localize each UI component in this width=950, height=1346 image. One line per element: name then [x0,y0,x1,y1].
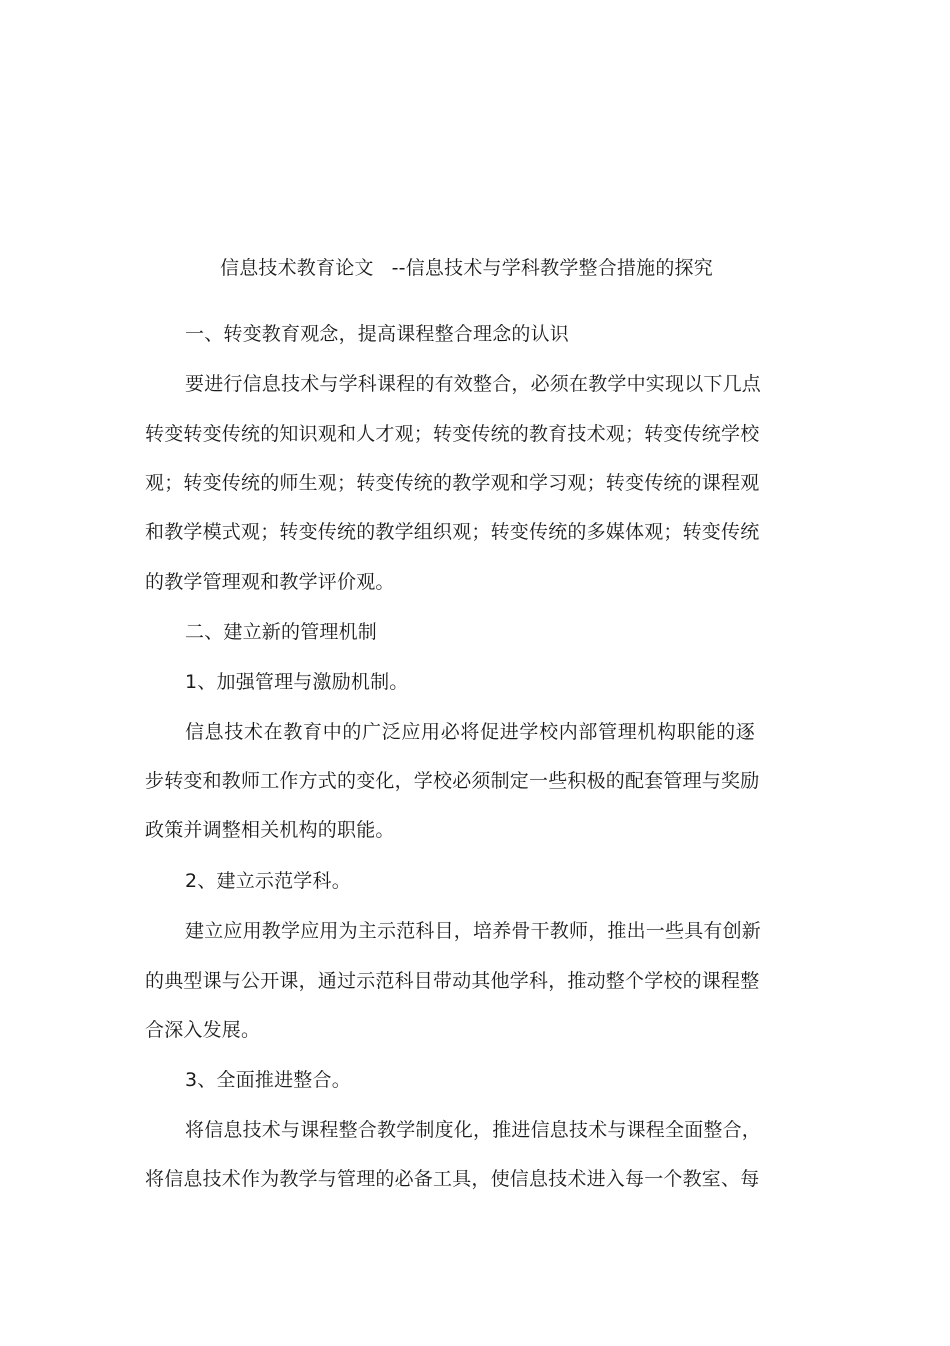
paragraph-line: 合深入发展。 [145,1019,261,1041]
paragraph-line: 要进行信息技术与学科课程的有效整合，必须在教学中实现以下几点 [185,373,762,395]
paragraph-line: 和教学模式观；转变传统的教学组织观；转变传统的多媒体观；转变传统 [145,521,760,543]
paragraph-line: 的典型课与公开课，通过示范科目带动其他学科，推动整个学校的课程整 [145,970,760,992]
paragraph-line: 政策并调整相关机构的职能。 [145,819,395,841]
paragraph-line: 将信息技术与课程整合教学制度化，推进信息技术与课程全面整合， [185,1119,762,1141]
paragraph-line: 建立应用教学应用为主示范科目，培养骨干教师，推出一些具有创新 [185,920,762,942]
section-heading-2: 二、建立新的管理机制 [185,621,378,643]
paragraph-line: 步转变和教师工作方式的变化，学校必须制定一些积极的配套管理与奖励 [145,770,760,792]
title-main: 信息技术教育论文 [220,257,374,279]
subheading-3: 3、全面推进整合。 [185,1069,351,1091]
section-heading-1: 一、转变教育观念，提高课程整合理念的认识 [185,323,570,345]
document-title [220,256,713,280]
subheading-1: 1、加强管理与激励机制。 [185,671,409,693]
paragraph-line: 观；转变传统的师生观；转变传统的教学观和学习观；转变传统的课程观 [145,472,760,494]
paragraph-line: 信息技术在教育中的广泛应用必将促进学校内部管理机构职能的逐 [185,721,755,743]
title-subtitle: --信息技术与学科教学整合措施的探究 [391,257,713,279]
paragraph-line: 的教学管理观和教学评价观。 [145,571,395,593]
paragraph-line: 转变转变传统的知识观和人才观；转变传统的教育技术观；转变传统学校 [145,423,760,445]
paragraph-line: 将信息技术作为教学与管理的必备工具，使信息技术进入每一个教室、每 [145,1168,760,1190]
subheading-2: 2、建立示范学科。 [185,870,351,892]
